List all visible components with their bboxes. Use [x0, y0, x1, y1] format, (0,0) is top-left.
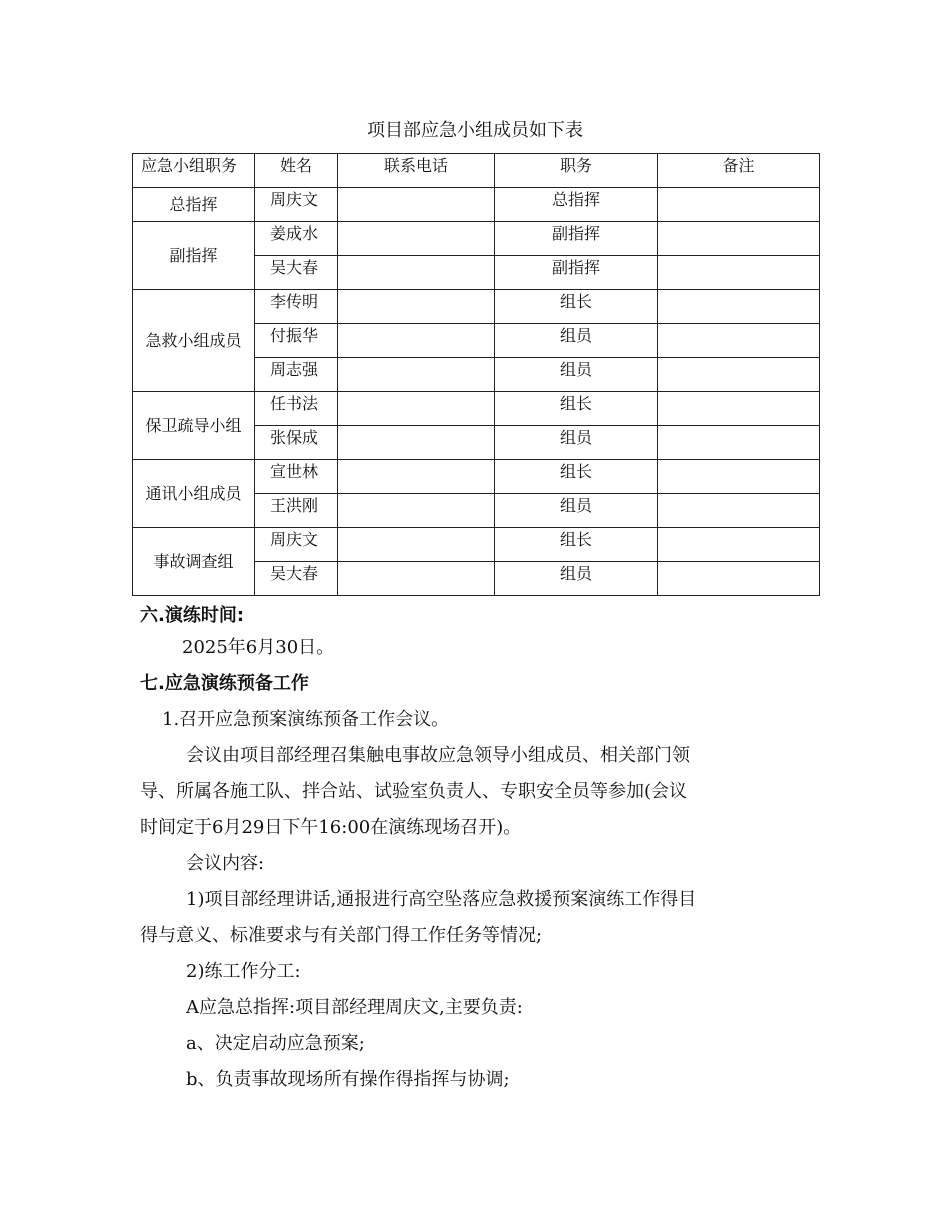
- member-name: 吴大春: [255, 562, 338, 596]
- member-phone: [338, 562, 495, 596]
- member-duty: 组员: [495, 324, 658, 358]
- member-note: [658, 460, 820, 494]
- table-row: [133, 460, 820, 494]
- header-name: 姓名: [255, 154, 338, 188]
- member-duty: 总指挥: [495, 188, 658, 222]
- group-role: 副指挥: [133, 222, 255, 290]
- member-duty: 组长: [495, 460, 658, 494]
- section-6-heading: 六.演练时间:: [140, 605, 245, 626]
- member-duty: 组员: [495, 426, 658, 460]
- table-row: [133, 290, 820, 324]
- table-row: [133, 528, 820, 562]
- member-name: 周庆文: [255, 188, 338, 222]
- member-note: [658, 562, 820, 596]
- member-phone: [338, 528, 495, 562]
- member-name: 李传明: [255, 290, 338, 324]
- section-7-heading: 七.应急演练预备工作: [140, 673, 309, 694]
- member-note: [658, 188, 820, 222]
- point-2: 2)练工作分工:: [186, 961, 301, 982]
- paragraph-1-line-2: 导、所属各施工队、拌合站、试验室负责人、专职安全员等参加(会议: [140, 781, 688, 802]
- member-phone: [338, 358, 495, 392]
- member-duty: 组长: [495, 392, 658, 426]
- member-duty: 副指挥: [495, 222, 658, 256]
- member-note: [658, 324, 820, 358]
- group-role: 事故调查组: [133, 528, 255, 596]
- group-role: 总指挥: [133, 188, 255, 222]
- member-note: [658, 256, 820, 290]
- table-row: [133, 392, 820, 426]
- member-name: 王洪刚: [255, 494, 338, 528]
- member-name: 任书法: [255, 392, 338, 426]
- member-note: [658, 392, 820, 426]
- member-phone: [338, 290, 495, 324]
- emergency-team-table: [132, 153, 820, 596]
- point-1-line-2: 得与意义、标准要求与有关部门得工作任务等情况;: [140, 925, 543, 946]
- member-note: [658, 426, 820, 460]
- member-duty: 副指挥: [495, 256, 658, 290]
- drill-date: 2025年6月30日。: [182, 637, 335, 658]
- member-phone: [338, 494, 495, 528]
- member-phone: [338, 392, 495, 426]
- member-note: [658, 494, 820, 528]
- member-phone: [338, 460, 495, 494]
- point-1-line-1: 1)项目部经理讲话,通报进行高空坠落应急救援预案演练工作得目: [186, 889, 697, 910]
- point-2-a-2: b、负责事故现场所有操作得指挥与协调;: [186, 1069, 510, 1090]
- member-name: 周庆文: [255, 528, 338, 562]
- member-phone: [338, 426, 495, 460]
- item-1: 1.召开应急预案演练预备工作会议。: [162, 709, 450, 730]
- member-note: [658, 290, 820, 324]
- member-phone: [338, 188, 495, 222]
- member-phone: [338, 324, 495, 358]
- header-duty: 职务: [495, 154, 658, 188]
- member-note: [658, 222, 820, 256]
- table-caption: 项目部应急小组成员如下表: [367, 120, 583, 141]
- group-role: 急救小组成员: [133, 290, 255, 392]
- member-duty: 组员: [495, 562, 658, 596]
- header-phone: 联系电话: [338, 154, 495, 188]
- table-header-row: [133, 154, 820, 188]
- member-name: 张保成: [255, 426, 338, 460]
- member-note: [658, 528, 820, 562]
- table-row: [133, 188, 820, 222]
- member-name: 周志强: [255, 358, 338, 392]
- member-duty: 组长: [495, 290, 658, 324]
- point-2-a-1: a、决定启动应急预案;: [186, 1033, 365, 1054]
- member-phone: [338, 222, 495, 256]
- paragraph-1-line-3: 时间定于6月29日下午16:00在演练现场召开)。: [140, 817, 522, 838]
- member-phone: [338, 256, 495, 290]
- member-duty: 组员: [495, 358, 658, 392]
- member-name: 宣世林: [255, 460, 338, 494]
- header-role: 应急小组职务: [133, 154, 255, 188]
- group-role: 通讯小组成员: [133, 460, 255, 528]
- member-duty: 组员: [495, 494, 658, 528]
- table-row: [133, 222, 820, 256]
- member-note: [658, 358, 820, 392]
- group-role: 保卫疏导小组: [133, 392, 255, 460]
- point-2-a: A应急总指挥:项目部经理周庆文,主要负责:: [186, 997, 523, 1018]
- member-name: 吴大春: [255, 256, 338, 290]
- member-name: 付振华: [255, 324, 338, 358]
- member-duty: 组长: [495, 528, 658, 562]
- paragraph-1-line-1: 会议由项目部经理召集触电事故应急领导小组成员、相关部门领: [186, 745, 690, 766]
- header-note: 备注: [658, 154, 820, 188]
- member-name: 姜成水: [255, 222, 338, 256]
- meeting-content-label: 会议内容:: [186, 853, 265, 874]
